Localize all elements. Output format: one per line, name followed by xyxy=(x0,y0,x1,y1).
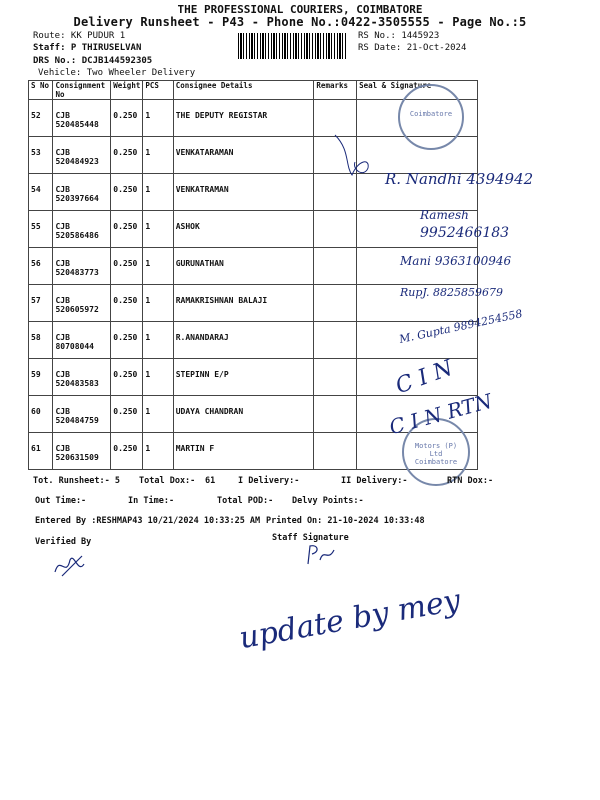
cell-pcs: 1 xyxy=(143,174,173,211)
staff-label: Staff: P THIRUSELVAN xyxy=(33,43,142,53)
route-label: Route: KK PUDUR 1 xyxy=(33,31,126,41)
barcode xyxy=(238,33,348,59)
col-sno: S No xyxy=(29,81,53,100)
cell-remarks xyxy=(314,359,357,396)
handwritten-r55a: Ramesh xyxy=(420,208,469,222)
staff-signature-scribble xyxy=(300,538,340,568)
col-seal: Seal & Signature xyxy=(357,81,478,100)
cell-consignment: CJB 80708044 xyxy=(53,322,111,359)
cell-consignee: STEPINN E/P xyxy=(173,359,314,396)
cell-weight: 0.250 xyxy=(111,322,143,359)
cell-weight: 0.250 xyxy=(111,100,143,137)
cell-remarks xyxy=(314,248,357,285)
cell-consignment: CJB 520484759 xyxy=(53,396,111,433)
cell-pcs: 1 xyxy=(143,322,173,359)
cell-consignee: VENKATRAMAN xyxy=(173,174,314,211)
cell-weight: 0.250 xyxy=(111,396,143,433)
handwritten-r54: R. Nandhi 4394942 xyxy=(385,170,534,188)
total-dox-value: 61 xyxy=(205,476,216,486)
cell-consignee: R.ANANDARAJ xyxy=(173,322,314,359)
col-weight: Weight xyxy=(111,81,143,100)
verified-signature xyxy=(52,550,92,580)
cell-sno: 57 xyxy=(29,285,53,322)
cell-consignee: MARTIN F xyxy=(173,433,314,470)
col-consignee: Consignee Details xyxy=(173,81,314,100)
cell-pcs: 1 xyxy=(143,433,173,470)
vehicle-label: Vehicle: Two Wheeler Delivery xyxy=(38,68,196,78)
cell-pcs: 1 xyxy=(143,100,173,137)
cell-weight: 0.250 xyxy=(111,359,143,396)
cell-consignee: RAMAKRISHNAN BALAJI xyxy=(173,285,314,322)
rs-no-label: RS No.: 1445923 xyxy=(358,31,440,41)
cell-remarks xyxy=(314,285,357,322)
cell-pcs: 1 xyxy=(143,285,173,322)
drs-label: DRS No.: DCJB144592305 xyxy=(33,56,153,66)
cell-weight: 0.250 xyxy=(111,137,143,174)
cell-pcs: 1 xyxy=(143,137,173,174)
cell-remarks xyxy=(314,396,357,433)
cell-consignment: CJB 520397664 xyxy=(53,174,111,211)
cell-consignee: ASHOK xyxy=(173,211,314,248)
cell-consignee: THE DEPUTY REGISTAR xyxy=(173,100,314,137)
cell-pcs: 1 xyxy=(143,248,173,285)
company-title: THE PROFESSIONAL COURIERS, COIMBATORE xyxy=(177,3,423,16)
cell-remarks xyxy=(314,322,357,359)
handwritten-r55b: 9952466183 xyxy=(420,225,510,241)
seal-stamp-top-text: Coimbatore xyxy=(409,110,453,118)
cell-consignment: CJB 520483583 xyxy=(53,359,111,396)
out-time: Out Time:- xyxy=(35,496,87,506)
cell-consignee: VENKATARAMAN xyxy=(173,137,314,174)
cell-sno: 55 xyxy=(29,211,53,248)
cell-consignee: GURUNATHAN xyxy=(173,248,314,285)
cell-consignment: CJB 520483773 xyxy=(53,248,111,285)
in-time: In Time:- xyxy=(128,496,175,506)
cell-weight: 0.250 xyxy=(111,248,143,285)
cell-sno: 60 xyxy=(29,396,53,433)
cell-sno: 56 xyxy=(29,248,53,285)
remarks-scribble xyxy=(330,130,380,200)
handwritten-r59: C I N xyxy=(392,355,457,400)
delvy-points: Delvy Points:- xyxy=(292,496,364,506)
cell-pcs: 1 xyxy=(143,359,173,396)
handwritten-note: update by mey xyxy=(236,582,464,657)
cell-consignee: UDAYA CHANDRAN xyxy=(173,396,314,433)
handwritten-r60: C I N RTN xyxy=(386,388,495,440)
ii-delivery: II Delivery:- xyxy=(341,476,408,486)
cell-sno: 54 xyxy=(29,174,53,211)
col-remarks: Remarks xyxy=(314,81,357,100)
cell-remarks xyxy=(314,433,357,470)
handwritten-r57: RupJ. 8825859679 xyxy=(400,286,503,299)
col-pcs: PCS xyxy=(143,81,173,100)
cell-sno: 53 xyxy=(29,137,53,174)
handwritten-r58: M. Gupta 9894254558 xyxy=(398,307,524,346)
cell-sno: 52 xyxy=(29,100,53,137)
cell-weight: 0.250 xyxy=(111,433,143,470)
rs-date-label: RS Date: 21-Oct-2024 xyxy=(358,43,467,53)
cell-consignment: CJB 520605972 xyxy=(53,285,111,322)
cell-consignment: CJB 520631509 xyxy=(53,433,111,470)
col-consignment: Consignment No xyxy=(53,81,111,100)
staff-signature: Staff Signature xyxy=(272,533,349,543)
cell-weight: 0.250 xyxy=(111,285,143,322)
runsheet-title: Delivery Runsheet - P43 - Phone No.:0422-3505555 - Page No.:5 xyxy=(73,15,527,29)
cell-consignment: CJB 520484923 xyxy=(53,137,111,174)
cell-sno: 58 xyxy=(29,322,53,359)
cell-weight: 0.250 xyxy=(111,211,143,248)
seal-stamp-bottom-text: Motors (P) Ltd Coimbatore xyxy=(414,442,458,466)
verified-by: Verified By xyxy=(35,537,92,547)
total-dox-label: Total Dox:- xyxy=(139,476,196,486)
cell-pcs: 1 xyxy=(143,396,173,433)
cell-pcs: 1 xyxy=(143,211,173,248)
rtn-dox: RTN Dox:- xyxy=(447,476,494,486)
handwritten-r56: Mani 9363100946 xyxy=(400,254,512,268)
i-delivery: I Delivery:- xyxy=(238,476,300,486)
cell-sno: 59 xyxy=(29,359,53,396)
total-pod: Total POD:- xyxy=(217,496,274,506)
seal-stamp-top xyxy=(398,84,464,150)
cell-sno: 61 xyxy=(29,433,53,470)
cell-consignment: CJB 520485448 xyxy=(53,100,111,137)
cell-remarks xyxy=(314,211,357,248)
table-row xyxy=(29,211,478,248)
cell-consignment: CJB 520586486 xyxy=(53,211,111,248)
cell-weight: 0.250 xyxy=(111,174,143,211)
tot-runsheet: Tot. Runsheet:- 5 xyxy=(33,476,120,486)
entered-by: Entered By :RESHMAP43 10/21/2024 10:33:25 AM xyxy=(35,516,261,526)
printed-on: Printed On: 21-10-2024 10:33:48 xyxy=(266,516,425,526)
